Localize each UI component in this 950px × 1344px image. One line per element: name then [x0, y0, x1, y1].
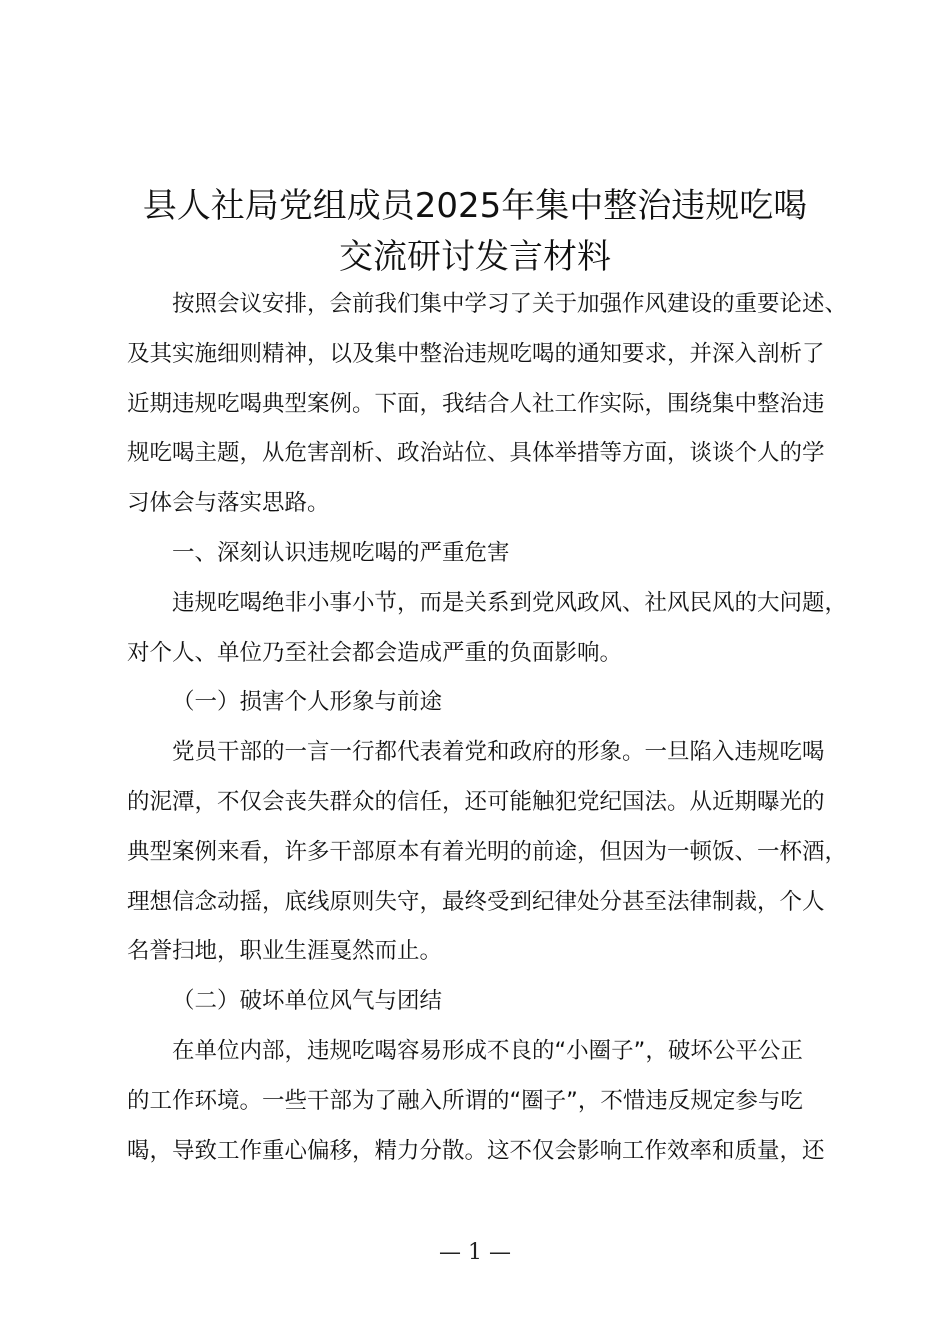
subsection-heading: （一）损害个人形象与前途 — [172, 689, 443, 715]
paragraph-line: 的工作环境。一些干部为了融入所谓的“圈子”，不惜违反规定参与吃 — [127, 1088, 803, 1114]
paragraph-line: 规吃喝主题，从危害剖析、政治站位、具体举措等方面，谈谈个人的学 — [127, 440, 825, 466]
paragraph-line: 在单位内部，违规吃喝容易形成不良的“小圈子”，破坏公平公正 — [172, 1038, 803, 1064]
page-number: — 1 — — [439, 1240, 511, 1265]
paragraph-line: 习体会与落实思路。 — [127, 490, 330, 516]
paragraph-line: 理想信念动摇，底线原则失守，最终受到纪律处分甚至法律制裁，个人 — [127, 889, 825, 915]
subsection-heading: （二）破坏单位风气与团结 — [172, 988, 443, 1014]
paragraph-line: 及其实施细则精神，以及集中整治违规吃喝的通知要求，并深入剖析了 — [127, 341, 825, 367]
document-title-line-1: 县人社局党组成员2025年集中整治违规吃喝 — [142, 186, 808, 226]
section-heading: 一、深刻认识违规吃喝的严重危害 — [172, 540, 510, 566]
paragraph-line: 对个人、单位乃至社会都会造成严重的负面影响。 — [127, 640, 623, 666]
paragraph-line: 违规吃喝绝非小事小节，而是关系到党风政风、社风民风的大问题， — [172, 590, 848, 616]
paragraph-line: 喝，导致工作重心偏移，精力分散。这不仅会影响工作效率和质量，还 — [127, 1138, 825, 1164]
paragraph-line: 的泥潭，不仅会丧失群众的信任，还可能触犯党纪国法。从近期曝光的 — [127, 789, 825, 815]
paragraph-line: 党员干部的一言一行都代表着党和政府的形象。一旦陷入违规吃喝 — [172, 739, 825, 765]
paragraph-line: 典型案例来看，许多干部原本有着光明的前途，但因为一顿饭、一杯酒， — [127, 839, 848, 865]
paragraph-line: 名誉扫地，职业生涯戛然而止。 — [127, 938, 443, 964]
paragraph-line: 按照会议安排，会前我们集中学习了关于加强作风建设的重要论述、 — [172, 291, 848, 317]
document-title-line-2: 交流研讨发言材料 — [339, 237, 611, 277]
paragraph-line: 近期违规吃喝典型案例。下面，我结合人社工作实际，围绕集中整治违 — [127, 391, 825, 417]
